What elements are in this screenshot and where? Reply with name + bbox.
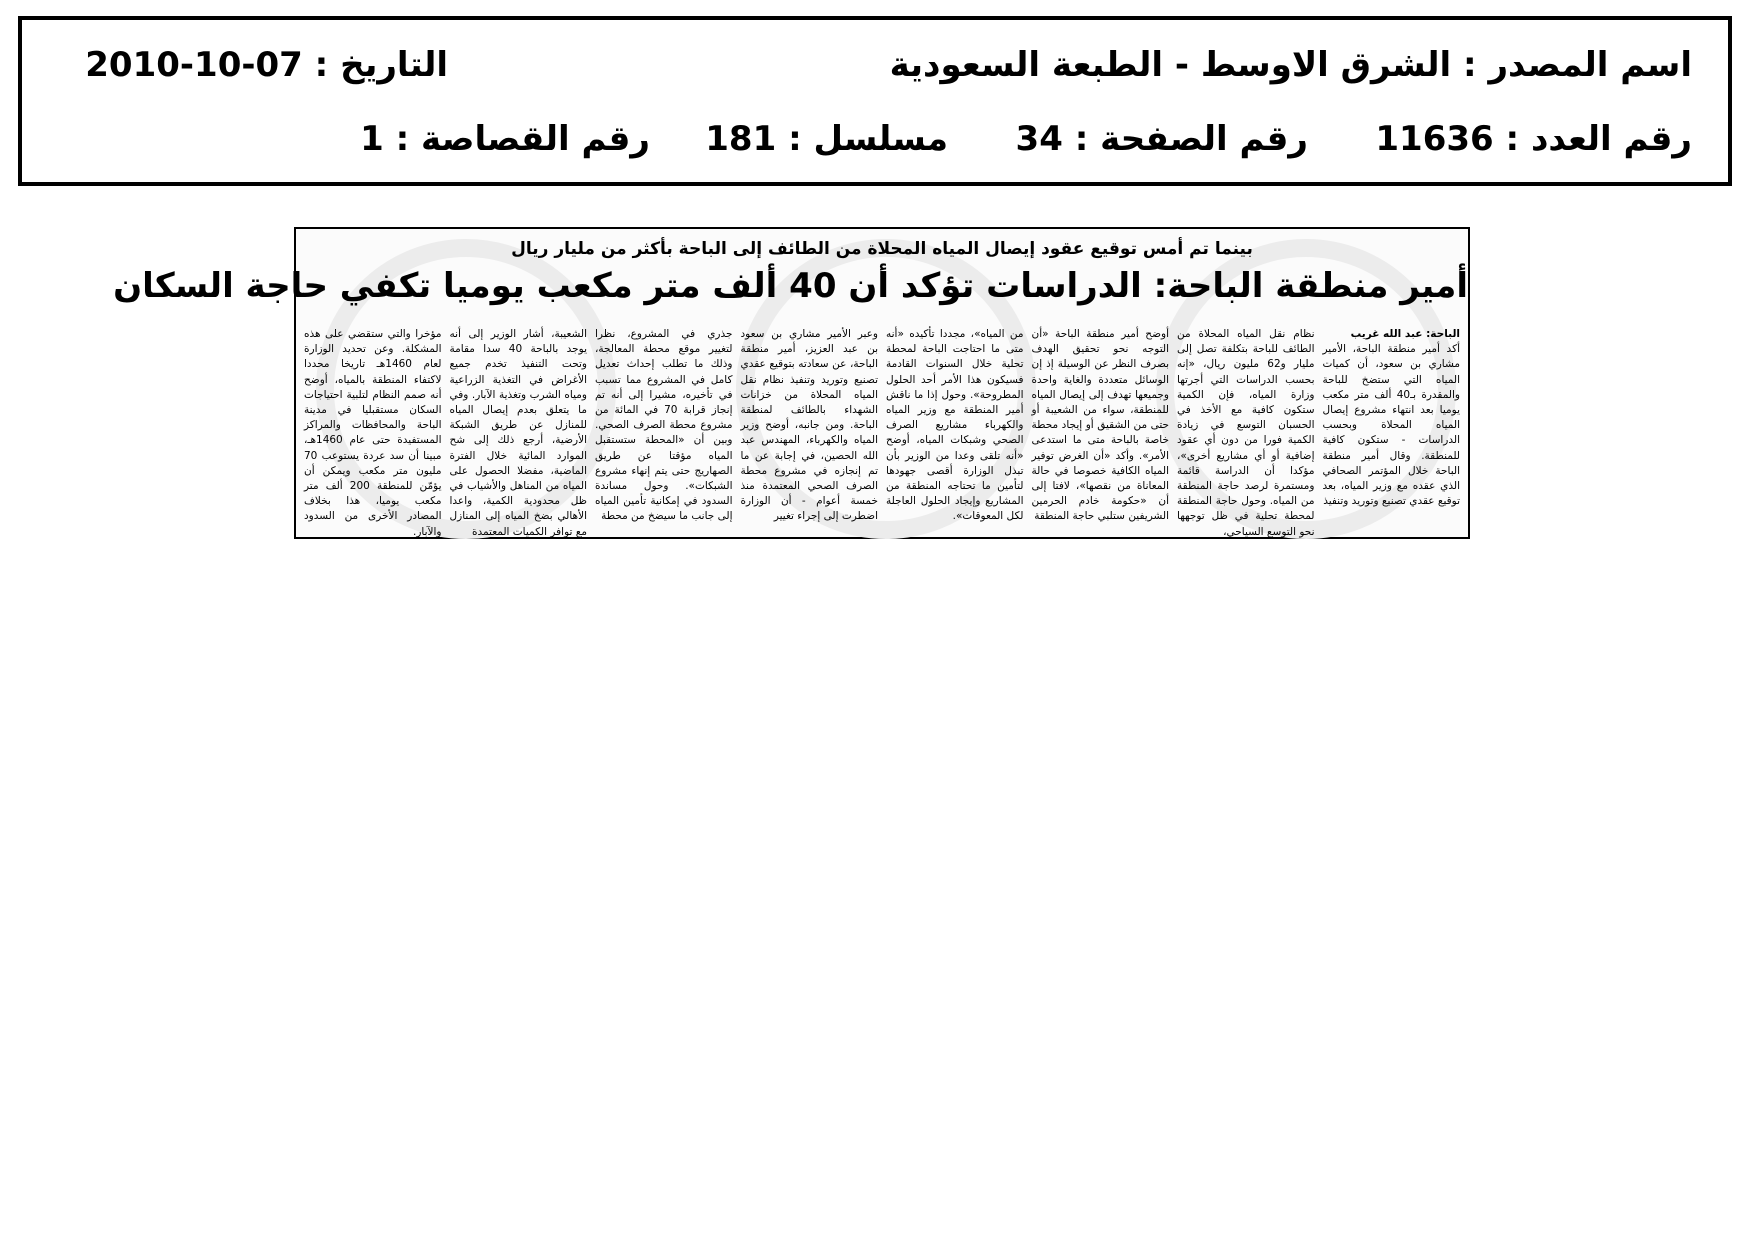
- article-column: [595, 327, 733, 531]
- column-text: أوضح أمير منطقة الباحة «أن التوجه نحو تحقيق الهدف بصرف النظر عن الوسيلة إذ إن الوسائل متعددة والغاية واحدة وجميعها تهدف إلى إيصال المياه للمنطقة، سواء من الشعيبة أو حتى من الشقيق أو إيجاد محطة خاصة بالباحة متى ما استدعى الأمر». وأكد «أن الغرض توفير المياه الكافية خصوصا في حالة المعاناة من نقصها»، لافتا إلى أن «حكومة خادم الحرمين الشريفين ستلبي حاجة المنطقة: [1031, 328, 1169, 523]
- article-headline: أمير منطقة الباحة: الدراسات تؤكد أن 40 ألف متر مكعب يوميا تكفي حاجة السكان: [113, 266, 1468, 306]
- column-text: من المياه»، مجددا تأكيده «أنه متى ما احتاجت الباحة لمحطة تحلية خلال السنوات القادمة فسيكون هذا الأمر أحد الحلول المطروحة». وحول إذا ما ناقش أمير المنطقة مع وزير المياه والكهرباء مشاريع الصرف الصحي وشبكات المياه، أوضح «أنه تلقى وعدا من الوزير بأن تبذل الوزارة أقصى جهودها لتأمين ما تحتاجه المنطقة من المشاريع وإيجاد الحلول العاجلة لكل المعوقات».: [886, 328, 1024, 523]
- article-byline: الباحة: عبد الله غريب: [1350, 328, 1460, 340]
- column-text: مؤخرا والتي ستقضي على هذه المشكلة. وعن تحديد الوزارة لعام 1460هـ تاريخا محددا لاكتفاء المنطقة بالمياه، أوضح أنه صمم النظام لتلبية احتياجات السكان مستقبليا في مدينة الباحة والمحافظات والمراكز المستفيدة حتى عام 1460هـ، مبينا أن سد عردة يستوعب 70 مليون متر مكعب ويمكن أن يؤمّن للمنطقة 200 ألف متر مكعب يوميا، هذا بخلاف المصادر الأخرى من السدود والآبار.: [304, 328, 442, 538]
- article-column: [1323, 327, 1461, 531]
- article-column: [1177, 327, 1315, 538]
- article-column: [304, 327, 442, 538]
- clipping-number: رقم القصاصة : 1: [360, 119, 650, 159]
- clipping-info-box: [18, 16, 1732, 186]
- issue-number: رقم العدد : 11636: [1375, 119, 1692, 159]
- date: التاريخ : 07-10-2010: [85, 45, 448, 85]
- article-column: [1032, 327, 1170, 531]
- newspaper-clipping: [113, 227, 1470, 539]
- column-text: جذري في المشروع، نظرا لتغيير موقع محطة المعالجة، وذلك ما تطلب إحداث تعديل كامل في المشروع مما تسبب في تأخيره، مشيرا إلى أنه تم إنجاز قرابة 70 في المائة من مشروع محطة الصرف الصحي. وبين أن «المحطة ستستقبل المياه مؤقتا عن طريق الصهاريج حتى يتم إنهاء مشروع الشبكات». وحول مساندة السدود في إمكانية تأمين المياه إلى جانب ما سيضخ من محطة: [595, 328, 733, 523]
- column-text: وعبر الأمير مشاري بن سعود بن عبد العزيز، أمير منطقة الباحة، عن سعادته بتوقيع عقدي تصنيع وتوريد وتنفيذ نظام نقل المياه المحلاة من خزانات الشهداء بالطائف لمنطقة الباحة. ومن جانبه، أوضح وزير المياه والكهرباء، المهندس عبد الله الحصين، في إجابة عن ما تم إنجازه في مشروع محطة الصرف الصحي المعتمدة منذ خمسة أعوام - أن الوزارة اضطرت إلى إجراء تغيير: [740, 328, 878, 523]
- page-number: رقم الصفحة : 34: [1015, 119, 1308, 159]
- article-body: [304, 327, 1460, 538]
- article-column: [449, 327, 588, 538]
- article-column: [886, 327, 1024, 531]
- serial-number: مسلسل : 181: [705, 119, 948, 159]
- column-text: أكد أمير منطقة الباحة، الأمير مشاري بن سعود، أن كميات المياه التي ستضخ للباحة والمقدرة بـ40 ألف متر مكعب يوميا بعد انتهاء مشروع إيصال المياه المحلاة وبحسب الدراسات - ستكون كافية للمنطقة. وقال أمير منطقة الباحة خلال المؤتمر الصحافي الذي عقده مع وزير المياه، بعد توقيع عقدي تصنيع وتوريد وتنفيذ: [1322, 343, 1460, 508]
- source-name: اسم المصدر : الشرق الاوسط - الطبعة السعودية: [889, 45, 1692, 85]
- article-kicker: بينما تم أمس توقيع عقود إيصال المياه المحلاة من الطائف إلى الباحة بأكثر من مليار ريال: [511, 239, 1253, 259]
- column-text: نظام نقل المياه المحلاة من الطائف للباحة بتكلفة تصل إلى مليار و62 مليون ريال، «إنه بحسب الدراسات التي أجرتها وزارة المياه، فإن الكمية ستكون كافية مع الأخذ في الحسبان التوسع في زيادة الكمية فورا من دون أي عقود إضافية أو أي مشاريع أخرى»، مؤكدا أن الدراسة قائمة ومستمرة لرصد حاجة المنطقة من المياه. وحول حاجة المنطقة لمحطة تحلية في ظل توجهها نحو التوسع السياحي،: [1177, 328, 1315, 538]
- column-text: الشعيبة، أشار الوزير إلى أنه يوجد بالباحة 40 سدا مقامة وتحت التنفيذ تخدم جميع الأغراض في التغذية الزراعية ومياه الشرب وتغذية الآبار. وفي ما يتعلق بعدم إيصال المياه للمنازل عن طريق الشبكة الأرضية، أرجع ذلك إلى شح الموارد المائية خلال الفترة الماضية، مفضلا الحصول على المياه من المناهل والأشياب في ظل محدودية الكمية، واعدا الأهالي بضخ المياه إلى المنازل مع توافر الكميات المعتمدة: [449, 328, 587, 538]
- article-column: [741, 327, 879, 531]
